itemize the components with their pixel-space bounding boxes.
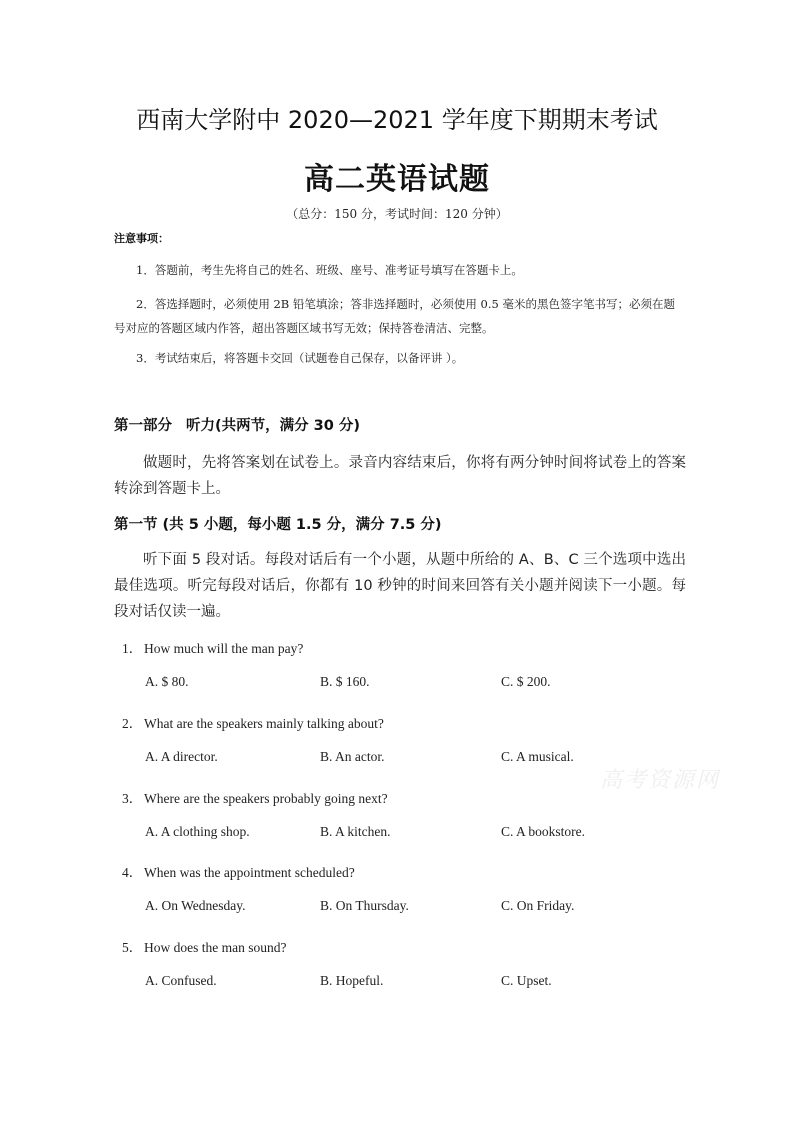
option-b: B. On Thursday. — [320, 898, 409, 913]
option-c: C. A bookstore. — [501, 824, 586, 839]
notice-item-2: 2．答选择题时，必须使用 2B 铅笔填涂；答非选择题时，必须使用 0.5 毫米的黑色签字笔书写；必须在题号对应的答题区域内作答，超出答题区域书写无效；保持答卷清洁、完整。 — [114, 297, 675, 335]
question-number: 5． — [122, 940, 143, 955]
option-a: A. Confused. — [145, 973, 217, 988]
option-a: A. A director. — [145, 749, 218, 764]
question-5 — [122, 936, 286, 956]
exam-title: 西南大学附中 2020—2021 学年度下期期末考试 — [136, 106, 658, 134]
question-4 — [122, 861, 355, 881]
question-number: 4． — [122, 865, 143, 880]
question-2 — [122, 712, 384, 732]
option-c: C. A musical. — [501, 749, 574, 764]
question-number: 3． — [122, 791, 143, 806]
question-1 — [122, 637, 303, 657]
exam-subtitle: 高二英语试题 — [304, 162, 490, 197]
exam-info: （总分：150 分，考试时间：120 分钟） — [286, 207, 508, 221]
option-c: C. On Friday. — [501, 898, 575, 913]
question-text: How does the man sound? — [144, 940, 287, 955]
option-b: B. An actor. — [320, 749, 385, 764]
option-a: A. $ 80. — [145, 674, 189, 689]
option-c: C. $ 200. — [501, 674, 551, 689]
option-b: B. $ 160. — [320, 674, 370, 689]
notice-item-1: 1．答题前，考生先将自己的姓名、班级、座号、准考证号填写在答题卡上。 — [136, 263, 523, 277]
question-3 — [122, 787, 388, 807]
part1-instruction: 做题时，先将答案划在试卷上。录音内容结束后，你将有两分钟时间将试卷上的答案转涂到答题卡上。 — [114, 455, 686, 497]
option-a: A. A clothing shop. — [145, 824, 250, 839]
notice-title: 注意事项： — [114, 232, 169, 245]
question-text: How much will the man pay? — [144, 641, 304, 656]
part1-heading-title: 听力(共两节，满分 30 分) — [186, 418, 361, 434]
option-c: C. Upset. — [501, 973, 552, 988]
part1-heading — [114, 414, 360, 435]
section1-heading: 第一节 (共 5 小题，每小题 1.5 分，满分 7.5 分) — [114, 517, 442, 533]
question-text: When was the appointment scheduled? — [144, 865, 355, 880]
option-b: B. A kitchen. — [320, 824, 391, 839]
section1-instruction: 听下面 5 段对话。每段对话后有一个小题，从题中所给的 A、B、C 三个选项中选出最佳选项。听完每段对话后，你都有 10 秒钟的时间来回答有关小题并阅读下一小题。每段对话仅读一遍。 — [114, 552, 686, 620]
question-text: Where are the speakers probably going next? — [144, 791, 388, 806]
question-text: What are the speakers mainly talking about? — [144, 716, 384, 731]
watermark: 高考资源网 — [600, 768, 721, 793]
notice-item-3: 3．考试结束后，将答题卡交回（试题卷自己保存，以备评讲 ）。 — [136, 351, 464, 365]
part1-heading-label: 第一部分 — [114, 418, 172, 434]
option-a: A. On Wednesday. — [145, 898, 246, 913]
question-number: 2． — [122, 716, 143, 731]
question-number: 1． — [122, 641, 143, 656]
option-b: B. Hopeful. — [320, 973, 384, 988]
